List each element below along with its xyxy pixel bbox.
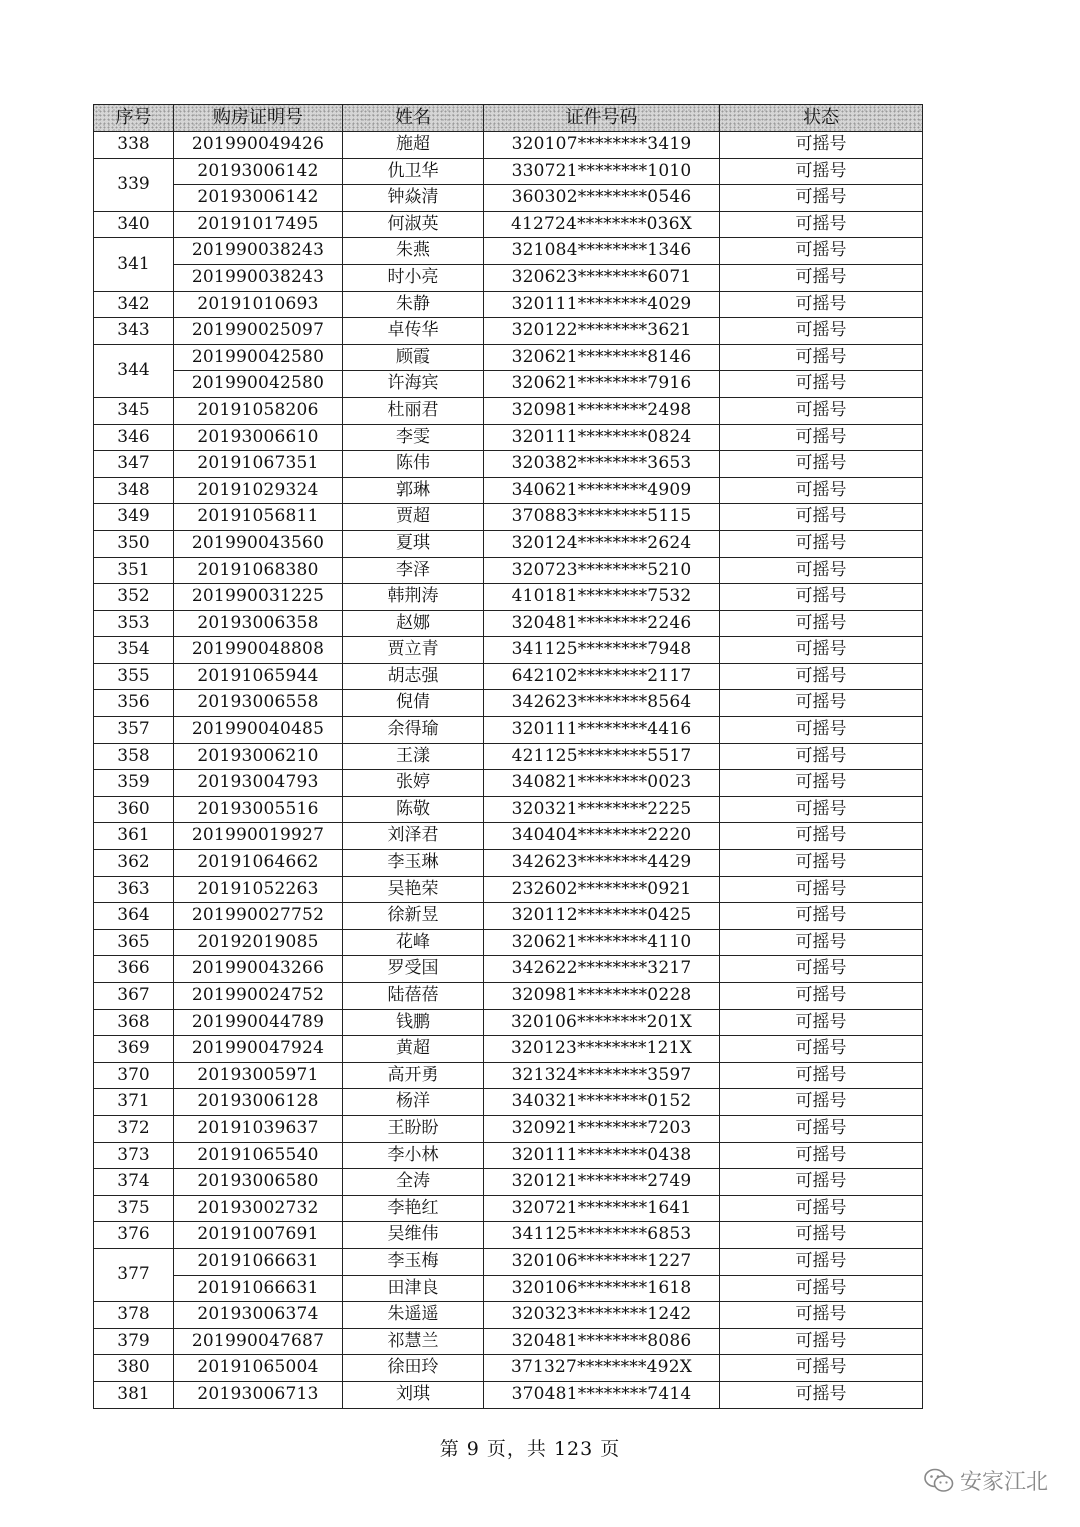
cell-name: 余得瑜 xyxy=(343,717,484,744)
cell-id-number: 330721********1010 xyxy=(484,158,720,185)
cell-cert-number: 20193006142 xyxy=(174,185,343,212)
table-row xyxy=(94,1142,923,1169)
cell-seq: 362 xyxy=(94,850,174,877)
cell-id-number: 320921********7203 xyxy=(484,1115,720,1142)
table-row xyxy=(94,557,923,584)
cell-seq: 343 xyxy=(94,318,174,345)
cell-id-number: 370481********7414 xyxy=(484,1381,720,1408)
cell-cert-number: 201990027752 xyxy=(174,903,343,930)
table-row xyxy=(94,397,923,424)
cell-cert-number: 20193006128 xyxy=(174,1089,343,1116)
cell-id-number: 320106********1618 xyxy=(484,1275,720,1302)
cell-cert-number: 201990049426 xyxy=(174,132,343,159)
cell-cert-number: 201990043560 xyxy=(174,530,343,557)
cell-status: 可摇号 xyxy=(720,1009,923,1036)
cell-status: 可摇号 xyxy=(720,850,923,877)
cell-status: 可摇号 xyxy=(720,1275,923,1302)
table-row xyxy=(94,1248,923,1275)
page-number: 第 9 页，共 123 页 xyxy=(439,1438,621,1460)
cell-status: 可摇号 xyxy=(720,318,923,345)
cell-id-number: 410181********7532 xyxy=(484,584,720,611)
cell-cert-number: 20193006142 xyxy=(174,158,343,185)
cell-status: 可摇号 xyxy=(720,1036,923,1063)
cell-name: 韩荆涛 xyxy=(343,584,484,611)
cell-seq: 341 xyxy=(94,238,174,291)
cell-seq: 376 xyxy=(94,1222,174,1249)
cell-status: 可摇号 xyxy=(720,424,923,451)
cell-status: 可摇号 xyxy=(720,264,923,291)
cell-name: 全涛 xyxy=(343,1169,484,1196)
cell-name: 时小亮 xyxy=(343,264,484,291)
table-row xyxy=(94,1275,923,1302)
cell-status: 可摇号 xyxy=(720,637,923,664)
watermark xyxy=(924,1465,1048,1496)
cell-id-number: 340404********2220 xyxy=(484,823,720,850)
cell-seq: 381 xyxy=(94,1381,174,1408)
cell-id-number: 320382********3653 xyxy=(484,451,720,478)
cell-cert-number: 20193006210 xyxy=(174,743,343,770)
cell-status: 可摇号 xyxy=(720,1115,923,1142)
cell-cert-number: 201990031225 xyxy=(174,584,343,611)
table-row xyxy=(94,903,923,930)
header-status: 状态 xyxy=(720,105,923,132)
cell-name: 杜丽君 xyxy=(343,397,484,424)
cell-cert-number: 20193002732 xyxy=(174,1195,343,1222)
table-row xyxy=(94,1089,923,1116)
table-row xyxy=(94,477,923,504)
cell-seq: 370 xyxy=(94,1062,174,1089)
cell-seq: 368 xyxy=(94,1009,174,1036)
cell-seq: 339 xyxy=(94,158,174,211)
cell-cert-number: 20193006580 xyxy=(174,1169,343,1196)
cell-seq: 359 xyxy=(94,770,174,797)
cell-status: 可摇号 xyxy=(720,291,923,318)
table-row xyxy=(94,717,923,744)
table-row xyxy=(94,1328,923,1355)
cell-status: 可摇号 xyxy=(720,796,923,823)
cell-id-number: 321324********3597 xyxy=(484,1062,720,1089)
cell-id-number: 320481********8086 xyxy=(484,1328,720,1355)
cell-id-number: 341125********6853 xyxy=(484,1222,720,1249)
cell-seq: 375 xyxy=(94,1195,174,1222)
cell-cert-number: 201990042580 xyxy=(174,371,343,398)
cell-name: 陆蓓蓓 xyxy=(343,983,484,1010)
cell-seq: 342 xyxy=(94,291,174,318)
cell-cert-number: 20191052263 xyxy=(174,876,343,903)
table-row xyxy=(94,743,923,770)
table-row xyxy=(94,850,923,877)
table-row xyxy=(94,929,923,956)
cell-seq: 354 xyxy=(94,637,174,664)
cell-id-number: 320111********4029 xyxy=(484,291,720,318)
table-row xyxy=(94,584,923,611)
cell-name: 田津良 xyxy=(343,1275,484,1302)
cell-name: 王盼盼 xyxy=(343,1115,484,1142)
cell-cert-number: 20191066631 xyxy=(174,1248,343,1275)
header-id-number: 证件号码 xyxy=(484,105,720,132)
cell-cert-number: 201990024752 xyxy=(174,983,343,1010)
cell-seq: 355 xyxy=(94,663,174,690)
cell-name: 胡志强 xyxy=(343,663,484,690)
cell-id-number: 320721********1641 xyxy=(484,1195,720,1222)
cell-seq: 377 xyxy=(94,1248,174,1301)
table-row xyxy=(94,1115,923,1142)
cell-cert-number: 20192019085 xyxy=(174,929,343,956)
cell-seq: 364 xyxy=(94,903,174,930)
cell-seq: 344 xyxy=(94,344,174,397)
cell-status: 可摇号 xyxy=(720,185,923,212)
cell-name: 赵娜 xyxy=(343,610,484,637)
cell-cert-number: 201990042580 xyxy=(174,344,343,371)
cell-name: 花峰 xyxy=(343,929,484,956)
cell-seq: 340 xyxy=(94,211,174,238)
table-row xyxy=(94,876,923,903)
cell-status: 可摇号 xyxy=(720,158,923,185)
cell-seq: 372 xyxy=(94,1115,174,1142)
table-row xyxy=(94,451,923,478)
cell-status: 可摇号 xyxy=(720,211,923,238)
cell-status: 可摇号 xyxy=(720,743,923,770)
cell-id-number: 321084********1346 xyxy=(484,238,720,265)
table-row xyxy=(94,770,923,797)
cell-id-number: 412724********036X xyxy=(484,211,720,238)
cell-cert-number: 201990019927 xyxy=(174,823,343,850)
cell-cert-number: 20193005971 xyxy=(174,1062,343,1089)
table-row xyxy=(94,823,923,850)
cell-name: 仇卫华 xyxy=(343,158,484,185)
cell-seq: 369 xyxy=(94,1036,174,1063)
cell-seq: 378 xyxy=(94,1302,174,1329)
cell-id-number: 360302********0546 xyxy=(484,185,720,212)
table-row xyxy=(94,637,923,664)
table-row xyxy=(94,158,923,185)
cell-status: 可摇号 xyxy=(720,929,923,956)
cell-cert-number: 20191065944 xyxy=(174,663,343,690)
cell-name: 吴艳荣 xyxy=(343,876,484,903)
table-row xyxy=(94,610,923,637)
cell-name: 徐田玲 xyxy=(343,1355,484,1382)
cell-name: 徐新昱 xyxy=(343,903,484,930)
cell-name: 王漾 xyxy=(343,743,484,770)
cell-seq: 347 xyxy=(94,451,174,478)
cell-id-number: 371327********492X xyxy=(484,1355,720,1382)
cell-id-number: 320121********2749 xyxy=(484,1169,720,1196)
table-row xyxy=(94,1062,923,1089)
cell-status: 可摇号 xyxy=(720,504,923,531)
cell-cert-number: 20193006358 xyxy=(174,610,343,637)
cell-id-number: 320123********121X xyxy=(484,1036,720,1063)
cell-status: 可摇号 xyxy=(720,344,923,371)
cell-cert-number: 201990047924 xyxy=(174,1036,343,1063)
cell-cert-number: 201990040485 xyxy=(174,717,343,744)
cell-id-number: 320621********7916 xyxy=(484,371,720,398)
cell-id-number: 340321********0152 xyxy=(484,1089,720,1116)
cell-cert-number: 20191065540 xyxy=(174,1142,343,1169)
table-row xyxy=(94,1222,923,1249)
cell-id-number: 342623********8564 xyxy=(484,690,720,717)
cell-name: 顾霞 xyxy=(343,344,484,371)
cell-name: 施超 xyxy=(343,132,484,159)
table-row xyxy=(94,956,923,983)
cell-id-number: 320481********2246 xyxy=(484,610,720,637)
cell-id-number: 320621********8146 xyxy=(484,344,720,371)
cell-seq: 348 xyxy=(94,477,174,504)
cell-name: 刘泽君 xyxy=(343,823,484,850)
cell-id-number: 320723********5210 xyxy=(484,557,720,584)
cell-seq: 379 xyxy=(94,1328,174,1355)
cell-name: 何淑英 xyxy=(343,211,484,238)
cell-cert-number: 201990043266 xyxy=(174,956,343,983)
cell-cert-number: 20191010693 xyxy=(174,291,343,318)
cell-seq: 351 xyxy=(94,557,174,584)
cell-name: 卓传华 xyxy=(343,318,484,345)
cell-status: 可摇号 xyxy=(720,132,923,159)
header-name: 姓名 xyxy=(343,105,484,132)
cell-cert-number: 201990044789 xyxy=(174,1009,343,1036)
cell-name: 高开勇 xyxy=(343,1062,484,1089)
table-row xyxy=(94,1195,923,1222)
cell-id-number: 320112********0425 xyxy=(484,903,720,930)
cell-name: 钟焱清 xyxy=(343,185,484,212)
cell-seq: 373 xyxy=(94,1142,174,1169)
table-row xyxy=(94,318,923,345)
cell-status: 可摇号 xyxy=(720,663,923,690)
cell-status: 可摇号 xyxy=(720,823,923,850)
cell-id-number: 320981********0228 xyxy=(484,983,720,1010)
cell-status: 可摇号 xyxy=(720,1195,923,1222)
cell-status: 可摇号 xyxy=(720,983,923,1010)
cell-seq: 361 xyxy=(94,823,174,850)
cell-id-number: 320106********201X xyxy=(484,1009,720,1036)
cell-id-number: 320111********4416 xyxy=(484,717,720,744)
cell-name: 李玉梅 xyxy=(343,1248,484,1275)
cell-status: 可摇号 xyxy=(720,1142,923,1169)
table-row xyxy=(94,1009,923,1036)
cell-status: 可摇号 xyxy=(720,557,923,584)
table-row xyxy=(94,1302,923,1329)
cell-id-number: 320323********1242 xyxy=(484,1302,720,1329)
table-row xyxy=(94,1381,923,1408)
lottery-eligibility-table xyxy=(93,104,923,1409)
cell-cert-number: 20191067351 xyxy=(174,451,343,478)
cell-status: 可摇号 xyxy=(720,397,923,424)
table-row xyxy=(94,690,923,717)
cell-name: 李玉琳 xyxy=(343,850,484,877)
cell-seq: 374 xyxy=(94,1169,174,1196)
cell-cert-number: 20191058206 xyxy=(174,397,343,424)
cell-id-number: 370883********5115 xyxy=(484,504,720,531)
cell-name: 杨洋 xyxy=(343,1089,484,1116)
cell-cert-number: 20193006610 xyxy=(174,424,343,451)
cell-status: 可摇号 xyxy=(720,1248,923,1275)
cell-name: 朱燕 xyxy=(343,238,484,265)
cell-id-number: 342622********3217 xyxy=(484,956,720,983)
cell-id-number: 320621********4110 xyxy=(484,929,720,956)
cell-name: 贾超 xyxy=(343,504,484,531)
cell-name: 祁慧兰 xyxy=(343,1328,484,1355)
table-row xyxy=(94,1169,923,1196)
cell-name: 贾立青 xyxy=(343,637,484,664)
cell-name: 李小林 xyxy=(343,1142,484,1169)
table-row xyxy=(94,185,923,212)
cell-seq: 371 xyxy=(94,1089,174,1116)
cell-seq: 353 xyxy=(94,610,174,637)
cell-name: 郭琳 xyxy=(343,477,484,504)
cell-seq: 380 xyxy=(94,1355,174,1382)
cell-id-number: 320107********3419 xyxy=(484,132,720,159)
cell-cert-number: 20191056811 xyxy=(174,504,343,531)
table-row xyxy=(94,983,923,1010)
cell-cert-number: 20193006374 xyxy=(174,1302,343,1329)
table-row xyxy=(94,530,923,557)
cell-cert-number: 20191017495 xyxy=(174,211,343,238)
cell-status: 可摇号 xyxy=(720,1381,923,1408)
table-row xyxy=(94,504,923,531)
cell-status: 可摇号 xyxy=(720,1089,923,1116)
cell-id-number: 320981********2498 xyxy=(484,397,720,424)
cell-status: 可摇号 xyxy=(720,530,923,557)
cell-seq: 360 xyxy=(94,796,174,823)
cell-seq: 338 xyxy=(94,132,174,159)
cell-cert-number: 20191066631 xyxy=(174,1275,343,1302)
cell-id-number: 320122********3621 xyxy=(484,318,720,345)
cell-id-number: 320111********0824 xyxy=(484,424,720,451)
cell-cert-number: 20191064662 xyxy=(174,850,343,877)
cell-status: 可摇号 xyxy=(720,477,923,504)
cell-status: 可摇号 xyxy=(720,371,923,398)
cell-status: 可摇号 xyxy=(720,1328,923,1355)
table-row xyxy=(94,796,923,823)
cell-seq: 346 xyxy=(94,424,174,451)
table-row xyxy=(94,371,923,398)
cell-seq: 366 xyxy=(94,956,174,983)
table-header-row xyxy=(94,105,923,132)
cell-id-number: 320106********1227 xyxy=(484,1248,720,1275)
cell-cert-number: 20193006713 xyxy=(174,1381,343,1408)
header-cert-number: 购房证明号 xyxy=(174,105,343,132)
cell-name: 吴维伟 xyxy=(343,1222,484,1249)
cell-status: 可摇号 xyxy=(720,1302,923,1329)
cell-name: 朱静 xyxy=(343,291,484,318)
cell-status: 可摇号 xyxy=(720,876,923,903)
cell-seq: 363 xyxy=(94,876,174,903)
cell-id-number: 232602********0921 xyxy=(484,876,720,903)
table-row xyxy=(94,344,923,371)
cell-name: 李艳红 xyxy=(343,1195,484,1222)
cell-cert-number: 20193006558 xyxy=(174,690,343,717)
cell-id-number: 340621********4909 xyxy=(484,477,720,504)
cell-cert-number: 20191007691 xyxy=(174,1222,343,1249)
table-row xyxy=(94,1036,923,1063)
table-body xyxy=(94,132,923,1409)
cell-name: 张婷 xyxy=(343,770,484,797)
cell-seq: 357 xyxy=(94,717,174,744)
cell-cert-number: 201990048808 xyxy=(174,637,343,664)
cell-name: 夏琪 xyxy=(343,530,484,557)
cell-name: 钱鹏 xyxy=(343,1009,484,1036)
cell-cert-number: 201990047687 xyxy=(174,1328,343,1355)
cell-name: 李泽 xyxy=(343,557,484,584)
table-row xyxy=(94,291,923,318)
table-row xyxy=(94,264,923,291)
cell-status: 可摇号 xyxy=(720,903,923,930)
table-row xyxy=(94,1355,923,1382)
cell-cert-number: 20191065004 xyxy=(174,1355,343,1382)
cell-cert-number: 20193005516 xyxy=(174,796,343,823)
cell-id-number: 421125********5517 xyxy=(484,743,720,770)
cell-id-number: 320321********2225 xyxy=(484,796,720,823)
cell-name: 陈敬 xyxy=(343,796,484,823)
cell-status: 可摇号 xyxy=(720,956,923,983)
cell-seq: 365 xyxy=(94,929,174,956)
cell-id-number: 340821********0023 xyxy=(484,770,720,797)
cell-name: 李雯 xyxy=(343,424,484,451)
cell-seq: 349 xyxy=(94,504,174,531)
table-row xyxy=(94,132,923,159)
cell-cert-number: 20191039637 xyxy=(174,1115,343,1142)
cell-cert-number: 201990038243 xyxy=(174,264,343,291)
cell-name: 朱遥遥 xyxy=(343,1302,484,1329)
table-row xyxy=(94,211,923,238)
wechat-icon xyxy=(924,1468,954,1494)
cell-status: 可摇号 xyxy=(720,1169,923,1196)
cell-seq: 367 xyxy=(94,983,174,1010)
cell-cert-number: 201990025097 xyxy=(174,318,343,345)
cell-seq: 352 xyxy=(94,584,174,611)
table-row xyxy=(94,663,923,690)
cell-name: 刘琪 xyxy=(343,1381,484,1408)
cell-seq: 356 xyxy=(94,690,174,717)
cell-status: 可摇号 xyxy=(720,238,923,265)
cell-seq: 358 xyxy=(94,743,174,770)
cell-name: 陈伟 xyxy=(343,451,484,478)
table-row xyxy=(94,238,923,265)
cell-name: 许海宾 xyxy=(343,371,484,398)
cell-status: 可摇号 xyxy=(720,1222,923,1249)
cell-cert-number: 20191029324 xyxy=(174,477,343,504)
cell-status: 可摇号 xyxy=(720,770,923,797)
cell-id-number: 341125********7948 xyxy=(484,637,720,664)
cell-name: 罗受国 xyxy=(343,956,484,983)
cell-cert-number: 20193004793 xyxy=(174,770,343,797)
cell-status: 可摇号 xyxy=(720,1062,923,1089)
cell-id-number: 342623********4429 xyxy=(484,850,720,877)
cell-status: 可摇号 xyxy=(720,610,923,637)
table-row xyxy=(94,424,923,451)
cell-id-number: 642102********2117 xyxy=(484,663,720,690)
cell-status: 可摇号 xyxy=(720,690,923,717)
cell-cert-number: 20191068380 xyxy=(174,557,343,584)
cell-status: 可摇号 xyxy=(720,717,923,744)
cell-name: 黄超 xyxy=(343,1036,484,1063)
cell-cert-number: 201990038243 xyxy=(174,238,343,265)
cell-status: 可摇号 xyxy=(720,451,923,478)
watermark-text: 安家江北 xyxy=(959,1470,1048,1495)
cell-seq: 350 xyxy=(94,530,174,557)
cell-seq: 345 xyxy=(94,397,174,424)
cell-status: 可摇号 xyxy=(720,584,923,611)
cell-id-number: 320623********6071 xyxy=(484,264,720,291)
cell-name: 倪倩 xyxy=(343,690,484,717)
cell-id-number: 320111********0438 xyxy=(484,1142,720,1169)
header-seq: 序号 xyxy=(94,105,174,132)
cell-status: 可摇号 xyxy=(720,1355,923,1382)
cell-id-number: 320124********2624 xyxy=(484,530,720,557)
